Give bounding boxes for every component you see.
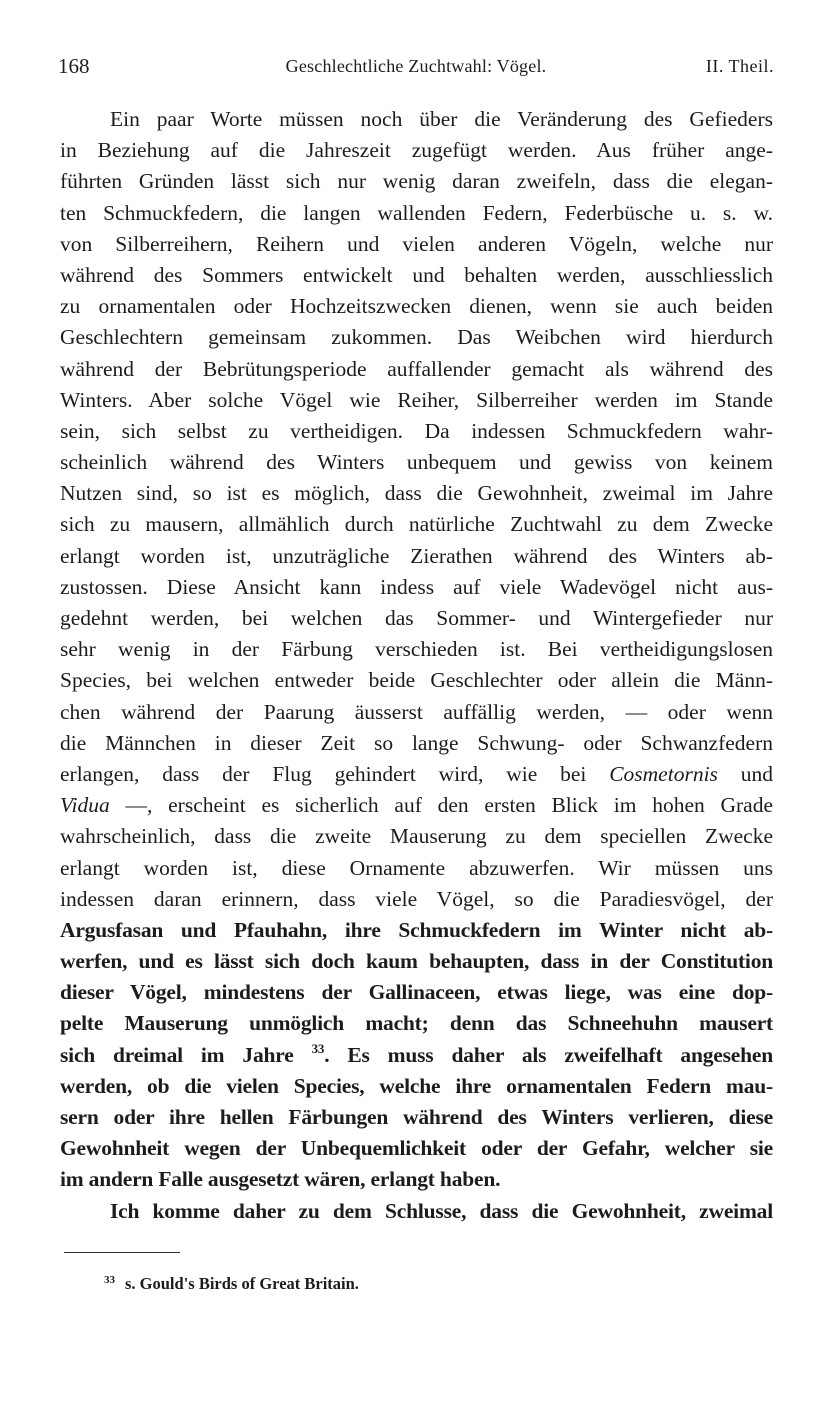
text-line: werfen, und es lässt sich doch kaum behaupten, dass in der Constitution [60,949,773,974]
page-header [58,54,774,84]
text-line: während des Sommers entwickelt und behalten werden, ausschliesslich [60,262,773,287]
text-line: sich zu mausern, allmählich durch natürliche Zuchtwahl zu dem Zwecke [60,512,773,537]
text-line: Nutzen sind, so ist es möglich, dass die Gewohnheit, zweimal im Jahre [60,481,773,506]
footnote [104,1274,359,1294]
text-line: ten Schmuckfedern, die langen wallenden Federn, Federbüsche u. s. w. [60,200,773,225]
text-line: zu ornamentalen oder Hochzeitszwecken dienen, wenn sie auch beiden [60,294,773,319]
text-line [60,759,773,790]
text-segment: sich dreimal im Jahre [60,1042,294,1067]
text-line: pelte Mauserung unmöglich macht; denn das Schneehuhn mausert [60,1011,773,1036]
text-segment: und [740,761,773,786]
text-segment: —, erscheint es sicherlich auf den ersten Blick im hohen Grade [125,793,774,818]
text-line: werden, ob die vielen Species, welche ihre ornamentalen Federn mau- [60,1073,773,1098]
footnote-divider [64,1252,180,1253]
text-line: erlangt worden ist, diese Ornamente abzuwerfen. Wir müssen uns [60,855,773,880]
part-label: II. Theil. [705,56,774,76]
genus-name-cosmetornis: Cosmetornis [609,761,718,786]
text-segment: erlangen, dass der Flug gehindert wird, wie bei [60,761,587,786]
text-line: Geschlechtern gemeinsam zukommen. Das Weibchen wird hierdurch [60,325,773,350]
footnote-reference[interactable]: 33 [311,1040,325,1056]
body-text [60,104,773,1227]
text-line: sein, sich selbst zu vertheidigen. Da indessen Schmuckfedern wahr- [60,418,773,443]
text-line: während der Bebrütungsperiode auffallender gemacht als während des [60,356,773,381]
text-line: im andern Falle ausgesetzt wären, erlangt haben. [60,1167,501,1192]
text-line [60,1040,773,1071]
text-line [60,790,773,821]
text-line: führten Gründen lässt sich nur wenig daran zweifeln, dass die elegan- [60,169,773,194]
text-line: gedehnt werden, bei welchen das Sommer- und Wintergefieder nur [60,606,773,630]
text-line: indessen daran erinnern, dass viele Vögel, so die Paradiesvögel, der [60,886,773,911]
text-line: sern oder ihre hellen Färbungen während des Winters verlieren, diese [60,1105,773,1129]
text-line: Species, bei welchen entweder beide Geschlechter oder allein die Männ- [60,668,773,693]
text-line: dieser Vögel, mindestens der Gallinaceen, etwas liege, was eine dop- [60,980,773,1005]
text-line: die Männchen in dieser Zeit so lange Schwung- oder Schwanzfedern [60,730,773,755]
text-line: in Beziehung auf die Jahreszeit zugefügt werden. Aus früher ange- [60,138,773,163]
text-line: von Silberreihern, Reihern und vielen anderen Vögeln, welche nur [60,231,773,256]
text-line: sehr wenig in der Färbung verschieden ist. Bei vertheidigungslosen [60,637,773,662]
text-line: chen während der Paarung äusserst auffällig werden, — oder wenn [60,699,773,724]
footnote-text: s. Gould's Birds of Great Britain. [125,1274,359,1293]
text-line: Gewohnheit wegen der Unbequemlichkeit oder der Gefahr, welcher sie [60,1136,773,1161]
text-line: Ein paar Worte müssen noch über die Veränderung des Gefieders [110,107,773,131]
text-segment: . Es muss daher als zweifelhaft angesehen [324,1042,773,1067]
text-line: scheinlich während des Winters unbequem und gewiss von keinem [60,450,773,475]
genus-name-vidua: Vidua [60,793,110,818]
text-line: Argusfasan und Pfauhahn, ihre Schmuckfedern im Winter nicht ab- [60,917,773,942]
text-line: erlangt worden ist, unzuträgliche Zierathen während des Winters ab- [60,543,773,568]
running-title: Geschlechtliche Zuchtwahl: Vögel. [285,56,547,76]
footnote-mark: 33 [104,1274,115,1286]
text-line: Winters. Aber solche Vögel wie Reiher, Silberreiher werden im Stande [60,387,773,412]
text-line: wahrscheinlich, dass die zweite Mauserung zu dem speciellen Zwecke [60,824,773,849]
text-line: Ich komme daher zu dem Schlusse, dass die Gewohnheit, zweimal [110,1198,773,1223]
page-number: 168 [58,54,90,78]
text-line: zustossen. Diese Ansicht kann indess auf viele Wadevögel nicht aus- [60,574,773,599]
